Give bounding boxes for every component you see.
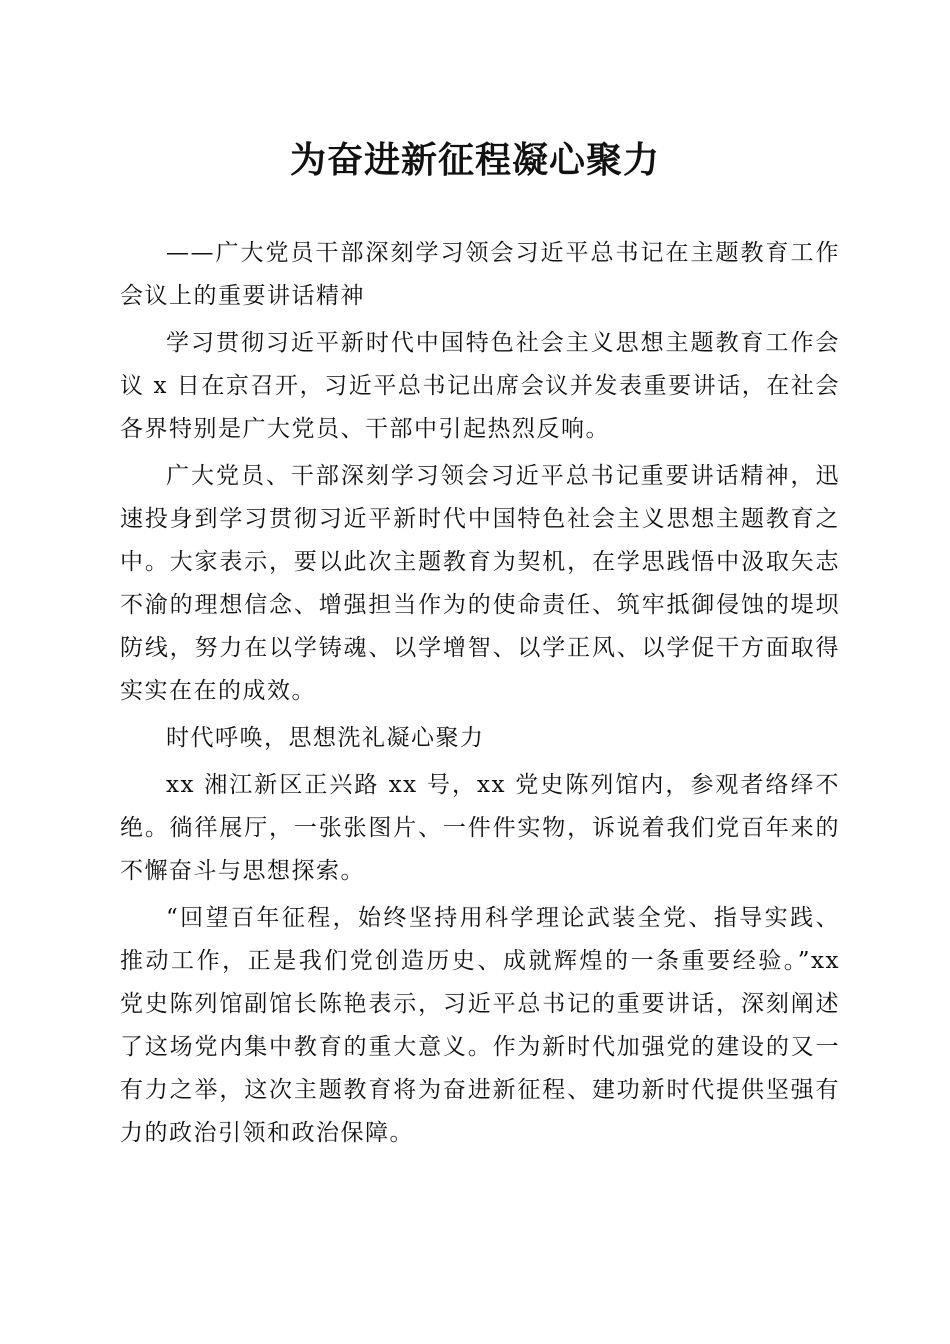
body-paragraph: “回望百年征程，始终坚持用科学理论武装全党、指导实践、推动工作，正是我们党创造历史、成就辉煌的一条重要经验。”xx 党史陈列馆副馆长陈艳表示，习近平总书记的重要讲话，深刻阐述了这场党内集中教育的重大意义。作为新时代加强党的建设的又一有力之举，这次主题教育将为奋进新征程、建功新时代提供坚强有力的政治引领和政治保障。 xyxy=(120,905,840,1146)
body-paragraph: xx 湘江新区正兴路 xx 号，xx 党史陈列馆内，参观者络绎不绝。徜徉展厅，一张张图片、一件件实物，诉说着我们党百年来的不懈奋斗与思想探索。 xyxy=(120,772,840,884)
document-body xyxy=(120,232,840,1159)
subtitle-paragraph: ——广大党员干部深刻学习领会习近平总书记在主题教育工作会议上的重要讲话精神 xyxy=(120,240,840,309)
section-heading: 时代呼唤，思想洗礼凝心聚力 xyxy=(166,725,485,751)
body-paragraph: 广大党员、干部深刻学习领会习近平总书记重要讲话精神，迅速投身到学习贯彻习近平新时代中国特色社会主义思想主题教育之中。大家表示，要以此次主题教育为契机，在学思践悟中汲取矢志不渝的理想信念、增强担当作为的使命责任、筑牢抵御侵蚀的堤坝防线，努力在以学铸魂、以学增智、以学正风、以学促干方面取得实实在在的成效。 xyxy=(120,463,840,704)
document-title: 为奋进新征程凝心聚力 xyxy=(289,139,660,181)
body-paragraph: 学习贯彻习近平新时代中国特色社会主义思想主题教育工作会议 x 日在京召开，习近平总书记出席会议并发表重要讲话，在社会各界特别是广大党员、干部中引起热烈反响。 xyxy=(120,330,840,442)
